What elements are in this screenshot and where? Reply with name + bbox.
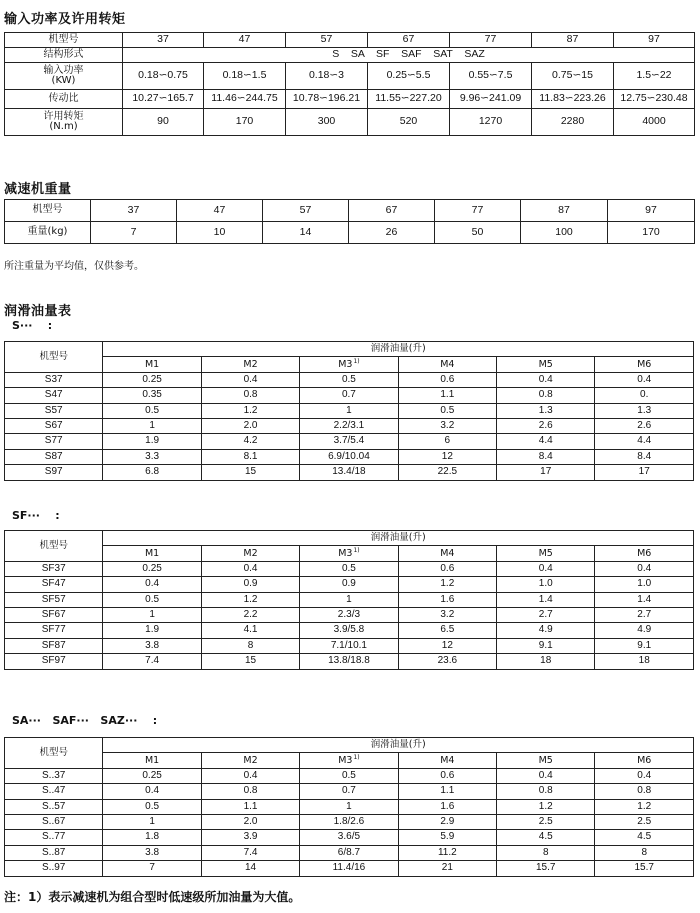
weight-model-cell: 37	[91, 200, 177, 222]
lub-group-label: 润滑油量(升)	[103, 738, 694, 753]
lub-col-header: M4	[398, 546, 496, 561]
lub-col-header: M1	[103, 546, 201, 561]
lub-col-header: M6	[595, 546, 694, 561]
lub-value-cell: 1	[103, 607, 201, 622]
lub-column-row	[5, 753, 694, 768]
lub-value-cell: 3.9	[201, 830, 299, 845]
torque-label	[5, 109, 123, 136]
table-row	[5, 784, 694, 799]
lub-value-cell: 17	[595, 465, 694, 480]
lub-value-cell: 22.5	[398, 465, 496, 480]
section-title-weight: 减速机重量	[4, 182, 72, 197]
lub-value-cell: 2.7	[497, 607, 595, 622]
lub-value-cell: 2.0	[201, 418, 299, 433]
lub-value-cell: 0.5	[300, 372, 398, 387]
model-row	[5, 33, 695, 48]
ratio-cell: 11.83∽223.26	[532, 90, 614, 109]
lub-value-cell: 0.6	[398, 768, 496, 783]
weight-model-row	[5, 200, 695, 222]
lub-col-header	[300, 753, 398, 768]
lub-value-cell: 1	[300, 592, 398, 607]
model-cell: 37	[123, 33, 204, 48]
weight-cell: 10	[177, 222, 263, 244]
lub-col-header: M4	[398, 357, 496, 372]
lub-group-label: 润滑油量(升)	[103, 342, 694, 357]
lub-group-label: 润滑油量(升)	[103, 531, 694, 546]
lub-value-cell: 3.9/5.8	[300, 623, 398, 638]
lub-model-cell: S..97	[5, 861, 103, 876]
lub-value-cell: 6/8.7	[300, 845, 398, 860]
weight-model-cell: 87	[521, 200, 608, 222]
lub-value-cell: 2.6	[497, 418, 595, 433]
torque-cell: 4000	[614, 109, 695, 136]
lub-value-cell: 0.25	[103, 372, 201, 387]
lub-subtitle-sa-saf-saz: SA··· SAF··· SAZ··· :	[12, 714, 158, 727]
power-cell: 0.75∽15	[532, 63, 614, 90]
lub-value-cell: 8.4	[497, 449, 595, 464]
lub-model-cell: S57	[5, 403, 103, 418]
lub-subtitle-sf: SF··· :	[12, 509, 60, 522]
lub-value-cell: 8	[595, 845, 694, 860]
model-cell: 57	[286, 33, 368, 48]
lub-value-cell: 1.1	[201, 799, 299, 814]
lub-value-cell: 4.4	[595, 434, 694, 449]
lub-value-cell: 1	[300, 799, 398, 814]
torque-cell: 300	[286, 109, 368, 136]
model-cell: 87	[532, 33, 614, 48]
lub-value-cell: 23.6	[398, 654, 496, 669]
lub-value-cell: 15.7	[497, 861, 595, 876]
lub-header-row	[5, 738, 694, 753]
lub-model-label: 机型号	[5, 342, 103, 373]
lub-value-cell: 1.9	[103, 623, 201, 638]
lub-col-header: M5	[497, 753, 595, 768]
power-cell: 0.55∽7.5	[450, 63, 532, 90]
lub-value-cell: 1.8/2.6	[300, 814, 398, 829]
lub-value-cell: 15	[201, 654, 299, 669]
lub-model-cell: S77	[5, 434, 103, 449]
weight-model-cell: 57	[263, 200, 349, 222]
torque-cell: 520	[368, 109, 450, 136]
lub-model-cell: SF67	[5, 607, 103, 622]
lub-value-cell: 1.2	[497, 799, 595, 814]
lub-value-cell: 0.6	[398, 372, 496, 387]
table-row	[5, 845, 694, 860]
lubrication-table-sa-saf-saz	[4, 737, 694, 877]
lub-value-cell: 6.8	[103, 465, 201, 480]
lub-value-cell: 6.5	[398, 623, 496, 638]
table-row	[5, 561, 694, 576]
lub-value-cell: 0.5	[103, 403, 201, 418]
lub-value-cell: 2.3/3	[300, 607, 398, 622]
weight-cell: 50	[435, 222, 521, 244]
weight-model-cell: 67	[349, 200, 435, 222]
lub-value-cell: 13.4/18	[300, 465, 398, 480]
lub-model-cell: S..47	[5, 784, 103, 799]
lub-value-cell: 13.8/18.8	[300, 654, 398, 669]
lub-value-cell: 0.25	[103, 561, 201, 576]
lub-value-cell: 15.7	[595, 861, 694, 876]
lub-value-cell: 4.9	[497, 623, 595, 638]
lub-value-cell: 2.5	[595, 814, 694, 829]
lub-value-cell: 3.2	[398, 418, 496, 433]
lub-value-cell: 18	[497, 654, 595, 669]
lub-value-cell: 9.1	[595, 638, 694, 653]
torque-row	[5, 109, 695, 136]
lub-value-cell: 3.2	[398, 607, 496, 622]
weight-cell: 14	[263, 222, 349, 244]
lub-value-cell: 0.4	[497, 561, 595, 576]
lub-value-cell: 3.3	[103, 449, 201, 464]
lub-model-cell: S97	[5, 465, 103, 480]
power-label-unit: (KW)	[51, 75, 76, 86]
section-title-power-torque: 输入功率及许用转矩	[4, 12, 126, 27]
lub-value-cell: 0.8	[201, 784, 299, 799]
table-row	[5, 623, 694, 638]
lub-value-cell: 0.4	[497, 372, 595, 387]
lub-value-cell: 0.4	[595, 372, 694, 387]
torque-cell: 2280	[532, 109, 614, 136]
model-label: 机型号	[5, 33, 123, 48]
lub-model-cell: S47	[5, 388, 103, 403]
lub-model-cell: SF87	[5, 638, 103, 653]
table-row	[5, 449, 694, 464]
lub-model-cell: S..37	[5, 768, 103, 783]
lub-col-header: M2	[201, 753, 299, 768]
structure-value: S SA SF SAF SAT SAZ	[123, 48, 695, 63]
lub-subtitle-s: S··· :	[12, 319, 53, 332]
lub-value-cell: 5.9	[398, 830, 496, 845]
lub-value-cell: 2.0	[201, 814, 299, 829]
lub-value-cell: 7.4	[103, 654, 201, 669]
weight-cell: 26	[349, 222, 435, 244]
lub-value-cell: 3.6/5	[300, 830, 398, 845]
lub-value-cell: 9.1	[497, 638, 595, 653]
table-row	[5, 388, 694, 403]
lub-value-cell: 1.0	[595, 577, 694, 592]
weight-table	[4, 199, 695, 244]
weight-cell: 100	[521, 222, 608, 244]
weight-cell: 7	[91, 222, 177, 244]
lubrication-table-sf	[4, 530, 694, 670]
table-row	[5, 638, 694, 653]
table-row	[5, 861, 694, 876]
lub-value-cell: 14	[201, 861, 299, 876]
lub-col-header: M1	[103, 357, 201, 372]
table-row	[5, 592, 694, 607]
lub-value-cell: 1.2	[398, 577, 496, 592]
structure-row	[5, 48, 695, 63]
weight-model-cell: 77	[435, 200, 521, 222]
lub-value-cell: 0.4	[103, 784, 201, 799]
lub-value-cell: 4.1	[201, 623, 299, 638]
weight-model-cell: 47	[177, 200, 263, 222]
ratio-cell: 10.27∽165.7	[123, 90, 204, 109]
ratio-row	[5, 90, 695, 109]
lub-value-cell: 7.1/10.1	[300, 638, 398, 653]
lub-value-cell: 1.4	[497, 592, 595, 607]
lub-model-cell: SF57	[5, 592, 103, 607]
model-cell: 97	[614, 33, 695, 48]
lub-col-header	[300, 546, 398, 561]
lub-value-cell: 1	[300, 403, 398, 418]
lub-column-row	[5, 357, 694, 372]
lub-col-header: M1	[103, 753, 201, 768]
lub-value-cell: 0.9	[300, 577, 398, 592]
lub-value-cell: 1.3	[595, 403, 694, 418]
power-label-text: 输入功率	[43, 64, 84, 76]
lub-value-cell: 1.3	[497, 403, 595, 418]
lub-value-cell: 0.8	[201, 388, 299, 403]
lub-value-cell: 0.4	[595, 561, 694, 576]
lub-model-cell: S..67	[5, 814, 103, 829]
lub-value-cell: 8.1	[201, 449, 299, 464]
power-cell: 1.5∽22	[614, 63, 695, 90]
lub-value-cell: 1.1	[398, 784, 496, 799]
table-row	[5, 830, 694, 845]
m3-superscript: 1)	[353, 547, 360, 555]
lub-column-row	[5, 546, 694, 561]
lub-value-cell: 4.2	[201, 434, 299, 449]
lub-value-cell: 0.4	[201, 372, 299, 387]
lub-value-cell: 21	[398, 861, 496, 876]
lub-value-cell: 2.2/3.1	[300, 418, 398, 433]
power-torque-table	[4, 32, 695, 136]
table-row	[5, 465, 694, 480]
lub-value-cell: 0.4	[103, 577, 201, 592]
torque-cell: 170	[204, 109, 286, 136]
lubrication-table-s	[4, 341, 694, 481]
lub-value-cell: 1	[103, 814, 201, 829]
lub-value-cell: 2.6	[595, 418, 694, 433]
lub-col-header: M2	[201, 546, 299, 561]
table-row	[5, 654, 694, 669]
lub-col-header-text: M3	[338, 359, 353, 371]
ratio-label: 传动比	[5, 90, 123, 109]
lub-value-cell: 1.1	[398, 388, 496, 403]
lub-value-cell: 3.8	[103, 638, 201, 653]
lub-value-cell: 0.4	[201, 768, 299, 783]
lub-value-cell: 1.2	[201, 592, 299, 607]
lub-header-row	[5, 531, 694, 546]
lub-value-cell: 2.7	[595, 607, 694, 622]
lub-value-cell: 0.35	[103, 388, 201, 403]
lub-value-cell: 6	[398, 434, 496, 449]
lub-value-cell: 1.9	[103, 434, 201, 449]
lub-model-cell: S67	[5, 418, 103, 433]
power-cell: 0.18∽1.5	[204, 63, 286, 90]
lub-model-cell: S..77	[5, 830, 103, 845]
lub-model-cell: SF97	[5, 654, 103, 669]
weight-label: 重量(kg)	[5, 222, 91, 244]
lub-model-cell: SF47	[5, 577, 103, 592]
table-row	[5, 418, 694, 433]
power-cell: 0.18∽3	[286, 63, 368, 90]
lub-value-cell: 15	[201, 465, 299, 480]
model-cell: 77	[450, 33, 532, 48]
lub-col-header-text: M3	[338, 548, 353, 560]
ratio-cell: 11.46∽244.75	[204, 90, 286, 109]
torque-cell: 90	[123, 109, 204, 136]
weight-cell: 170	[608, 222, 695, 244]
torque-cell: 1270	[450, 109, 532, 136]
lub-value-cell: 3.8	[103, 845, 201, 860]
lub-model-label: 机型号	[5, 531, 103, 562]
table-row	[5, 799, 694, 814]
lub-value-cell: 11.4/16	[300, 861, 398, 876]
torque-label-unit: (N.m)	[49, 121, 78, 132]
ratio-cell: 10.78∽196.21	[286, 90, 368, 109]
lub-value-cell: 0.25	[103, 768, 201, 783]
lub-col-header: M4	[398, 753, 496, 768]
lub-model-label: 机型号	[5, 738, 103, 769]
table-row	[5, 372, 694, 387]
weight-value-row	[5, 222, 695, 244]
table-row	[5, 607, 694, 622]
lub-col-header: M2	[201, 357, 299, 372]
lub-value-cell: 1.6	[398, 592, 496, 607]
lub-value-cell: 18	[595, 654, 694, 669]
lub-col-header: M6	[595, 357, 694, 372]
m3-superscript: 1)	[353, 754, 360, 762]
m3-superscript: 1)	[353, 358, 360, 366]
lub-model-cell: S37	[5, 372, 103, 387]
lub-value-cell: 2.2	[201, 607, 299, 622]
lub-value-cell: 1.4	[595, 592, 694, 607]
lub-value-cell: 0.8	[497, 784, 595, 799]
weight-model-label: 机型号	[5, 200, 91, 222]
lub-value-cell: 0.5	[300, 561, 398, 576]
model-cell: 47	[204, 33, 286, 48]
lub-value-cell: 0.7	[300, 784, 398, 799]
lub-value-cell: 4.9	[595, 623, 694, 638]
lub-value-cell: 0.6	[398, 561, 496, 576]
lub-value-cell: 4.5	[497, 830, 595, 845]
lub-value-cell: 2.5	[497, 814, 595, 829]
lub-col-header: M5	[497, 546, 595, 561]
torque-label-text: 许用转矩	[43, 110, 84, 122]
lub-model-cell: S..87	[5, 845, 103, 860]
ratio-cell: 9.96∽241.09	[450, 90, 532, 109]
lub-value-cell: 0.5	[103, 799, 201, 814]
lub-value-cell: 3.7/5.4	[300, 434, 398, 449]
lub-value-cell: 7	[103, 861, 201, 876]
lub-value-cell: 8	[201, 638, 299, 653]
table-row	[5, 434, 694, 449]
ratio-cell: 12.75∽230.48	[614, 90, 695, 109]
power-label	[5, 63, 123, 90]
section-title-lubrication: 润滑油量表	[4, 304, 72, 319]
lub-value-cell: 4.5	[595, 830, 694, 845]
lub-value-cell: 0.4	[497, 768, 595, 783]
lub-model-cell: SF77	[5, 623, 103, 638]
lub-value-cell: 0.4	[595, 768, 694, 783]
table-row	[5, 577, 694, 592]
lub-value-cell: 0.7	[300, 388, 398, 403]
structure-label: 结构形式	[5, 48, 123, 63]
weight-model-cell: 97	[608, 200, 695, 222]
lub-value-cell: 0.9	[201, 577, 299, 592]
power-cell: 0.18∽0.75	[123, 63, 204, 90]
lub-value-cell: 0.5	[398, 403, 496, 418]
power-row	[5, 63, 695, 90]
lub-value-cell: 17	[497, 465, 595, 480]
lub-value-cell: 12	[398, 638, 496, 653]
lub-value-cell: 11.2	[398, 845, 496, 860]
lub-value-cell: 1	[103, 418, 201, 433]
lub-value-cell: 6.9/10.04	[300, 449, 398, 464]
lub-value-cell: 4.4	[497, 434, 595, 449]
lub-value-cell: 1.2	[201, 403, 299, 418]
lub-value-cell: 1.6	[398, 799, 496, 814]
lub-value-cell: 0.8	[497, 388, 595, 403]
table-row	[5, 403, 694, 418]
lub-value-cell: 8.4	[595, 449, 694, 464]
lub-value-cell: 0.5	[300, 768, 398, 783]
lub-model-cell: S87	[5, 449, 103, 464]
lub-value-cell: 1.8	[103, 830, 201, 845]
lub-model-cell: SF37	[5, 561, 103, 576]
weight-note: 所注重量为平均值，仅供参考。	[4, 261, 144, 272]
lub-value-cell: 0.5	[103, 592, 201, 607]
ratio-cell: 11.55∽227.20	[368, 90, 450, 109]
lub-value-cell: 2.9	[398, 814, 496, 829]
lub-value-cell: 12	[398, 449, 496, 464]
table-row	[5, 768, 694, 783]
lub-value-cell: 1.0	[497, 577, 595, 592]
lub-value-cell: 8	[497, 845, 595, 860]
lub-value-cell: 7.4	[201, 845, 299, 860]
lub-value-cell: 0.4	[201, 561, 299, 576]
lub-col-header	[300, 357, 398, 372]
lub-col-header: M5	[497, 357, 595, 372]
lub-value-cell: 0.	[595, 388, 694, 403]
lubrication-footnote: 注：1）表示减速机为组合型时低速级所加油量为大值。	[4, 890, 301, 904]
lub-col-header-text: M3	[338, 755, 353, 767]
lub-value-cell: 0.8	[595, 784, 694, 799]
lub-model-cell: S..57	[5, 799, 103, 814]
table-row	[5, 814, 694, 829]
lub-header-row	[5, 342, 694, 357]
lub-col-header: M6	[595, 753, 694, 768]
lub-value-cell: 1.2	[595, 799, 694, 814]
model-cell: 67	[368, 33, 450, 48]
power-cell: 0.25∽5.5	[368, 63, 450, 90]
